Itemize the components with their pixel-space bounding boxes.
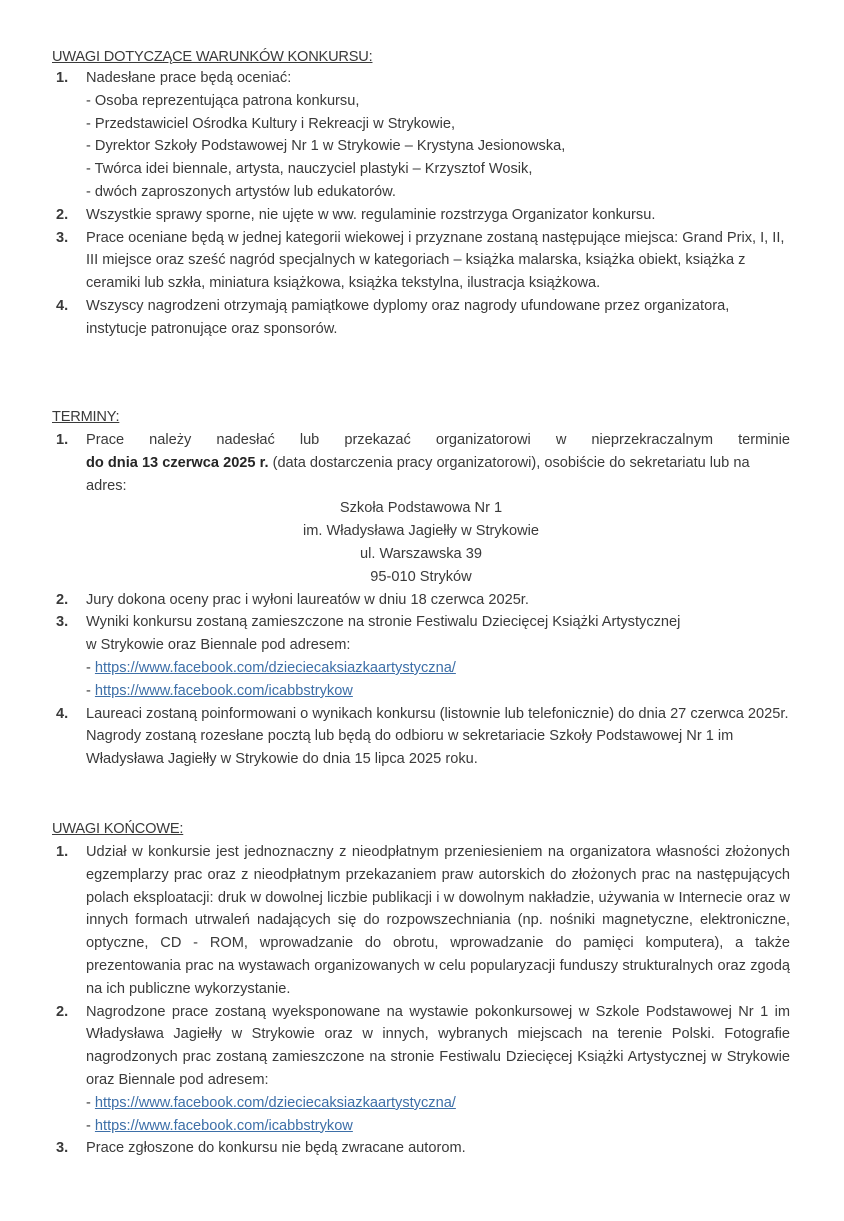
item-number: 3. [56,229,69,246]
list-item-text: Wszyscy nagrodzeni otrzymają pamiątkowe dyplomy oraz nagrody ufundowane przez organizatora, instytucje patronujące oraz sponsorów. [86,297,730,337]
list-item-text: Nadesłane prace będą oceniać: [86,70,292,86]
list-item [52,429,790,589]
list-item [52,841,790,1001]
section-heading-uwagi-warunki: UWAGI DOTYCZĄCE WARUNKÓW KONKURSU: [52,49,373,65]
jury-member: - Dyrektor Szkoły Podstawowej Nr 1 w Strykowie – Krystyna Jesionowska, [86,138,566,155]
item-number: 1. [56,844,69,860]
list-item [52,703,790,771]
list-item [52,1137,790,1160]
item-number: 1. [56,70,69,86]
jury-member: - Przedstawiciel Ośrodka Kultury i Rekreacji w Strykowie, [86,115,456,132]
list-item-text: Prace należy nadesłać lub przekazać organizatorowi w nieprzekraczalnym terminie [86,432,790,448]
item-number: 3. [56,614,69,631]
list-item [52,589,790,612]
jury-member: - Osoba reprezentująca patrona konkursu, [86,92,360,109]
link-dash: - [86,682,95,699]
list-item-text: Prace oceniane będą w jednej kategorii wiekowej i przyznane zostaną następujące miejsca: Grand Prix, I, II, III miejsce oraz sześć nagród specjalnych w kategoriach – książka malarska, książka obiekt, książka z ceramiki lub szkła, miniatura książkowa, książka tekstylna, ilustracja książkowa. [86,229,785,292]
section-heading-terminy: TERMINY: [52,409,120,425]
item-number: 2. [56,591,69,608]
item-number: 3. [56,1140,69,1157]
list-item-text: Laureaci zostaną poinformowani o wynikach konkursu (listownie lub telefonicznie) do dnia 27 czerwca 2025r. Nagrody zostaną rozesłane pocztą lub będą do odbioru w sekretariacie Szkoły Podstawowej Nr 1 im Władysława Jagiełły w Strykowie do dnia 15 lipca 2025 roku. [86,705,789,768]
address-line: 95-010 Stryków [370,568,472,585]
link-dash: - [86,1094,95,1111]
item-number: 4. [56,705,69,722]
section-heading-uwagi-koncowe: UWAGI KOŃCOWE: [52,821,184,837]
item-number: 1. [56,432,69,448]
deadline-date: do dnia 13 czerwca 2025 r. [86,454,269,471]
list-item [52,1001,790,1138]
address-line: ul. Warszawska 39 [360,545,482,562]
facebook-festival-link[interactable]: https://www.facebook.com/dzieciecaksiazkaartystyczna/ [94,1094,456,1111]
list-item [52,204,790,227]
jury-member: - Twórca idei biennale, artysta, nauczyciel plastyki – Krzysztof Wosik, [86,161,533,178]
list-item-text: Wyniki konkursu zostaną zamieszczone na stronie Festiwalu Dziecięcej Książki Artystycznej [86,614,681,631]
link-dash: - [86,659,95,676]
item-number: 2. [56,206,69,223]
address-line: Szkoła Podstawowa Nr 1 [339,500,503,517]
list-item-text: Jury dokona oceny prac i wyłoni laureatów w dniu 18 czerwca 2025r. [86,591,529,608]
facebook-festival-link[interactable]: https://www.facebook.com/dzieciecaksiazkaartystyczna/ [94,659,456,676]
list-item [52,67,790,204]
link-dash: - [86,1117,95,1134]
conditions-list [52,67,790,341]
list-item-text: (data dostarczenia pracy organizatorowi), osobiście do sekretariatu lub na adres: [86,454,750,494]
list-item-text: Udział w konkursie jest jednoznaczny z nieodpłatnym przeniesieniem na organizatora własności złożonych egzemplarzy prac oraz z nieodpłatnym przekazaniem praw autorskich do złożonych prac na następujących polach eksploatacji: druk w dowolnej liczbie publikacji i w dowolnym nakładzie, używania w Internecie oraz w innych formach utrwaleń nadających się do rozpowszechniania (np. nośniki magnetyczne, elektroniczne, optyczne, CD - ROM, wprowadzanie do obrotu, wprowadzanie do pamięci komputera), a także prezentowania prac na wystawach organizowanych w celu popularyzacji funduszy strukturalnych oraz zgodą na ich publiczne wykorzystanie. [86,844,790,997]
item-number: 4. [56,297,69,314]
item-number: 2. [56,1003,69,1020]
facebook-icabb-link[interactable]: https://www.facebook.com/icabbstrykow [94,682,353,699]
address-line: im. Władysława Jagiełły w Strykowie [303,523,539,540]
jury-member: - dwóch zaproszonych artystów lub edukatorów. [86,183,396,200]
list-item [52,611,790,702]
list-item-text: Prace zgłoszone do konkursu nie będą zwracane autorom. [86,1140,466,1157]
list-item-text: Wszystkie sprawy sporne, nie ujęte w ww. regulaminie rozstrzyga Organizator konkursu. [86,206,656,223]
deadlines-list [52,429,790,771]
final-notes-list [52,841,790,1160]
list-item [52,295,790,341]
facebook-icabb-link[interactable]: https://www.facebook.com/icabbstrykow [94,1117,353,1134]
list-item-text: w Strykowie oraz Biennale pod adresem: [86,637,351,654]
list-item-text: Nagrodzone prace zostaną wyeksponowane na wystawie pokonkursowej w Szkole Podstawowej Nr 1 im Władysława Jagiełły w Strykowie oraz w innych, wybranych miejscach na terenie Polski. Fotografie nagrodzonych prac zostaną zamieszczone na stronie Festiwalu Dziecięcej Książki Artystycznej w Strykowie oraz Biennale pod adresem: [86,1003,790,1088]
list-item [52,227,790,295]
